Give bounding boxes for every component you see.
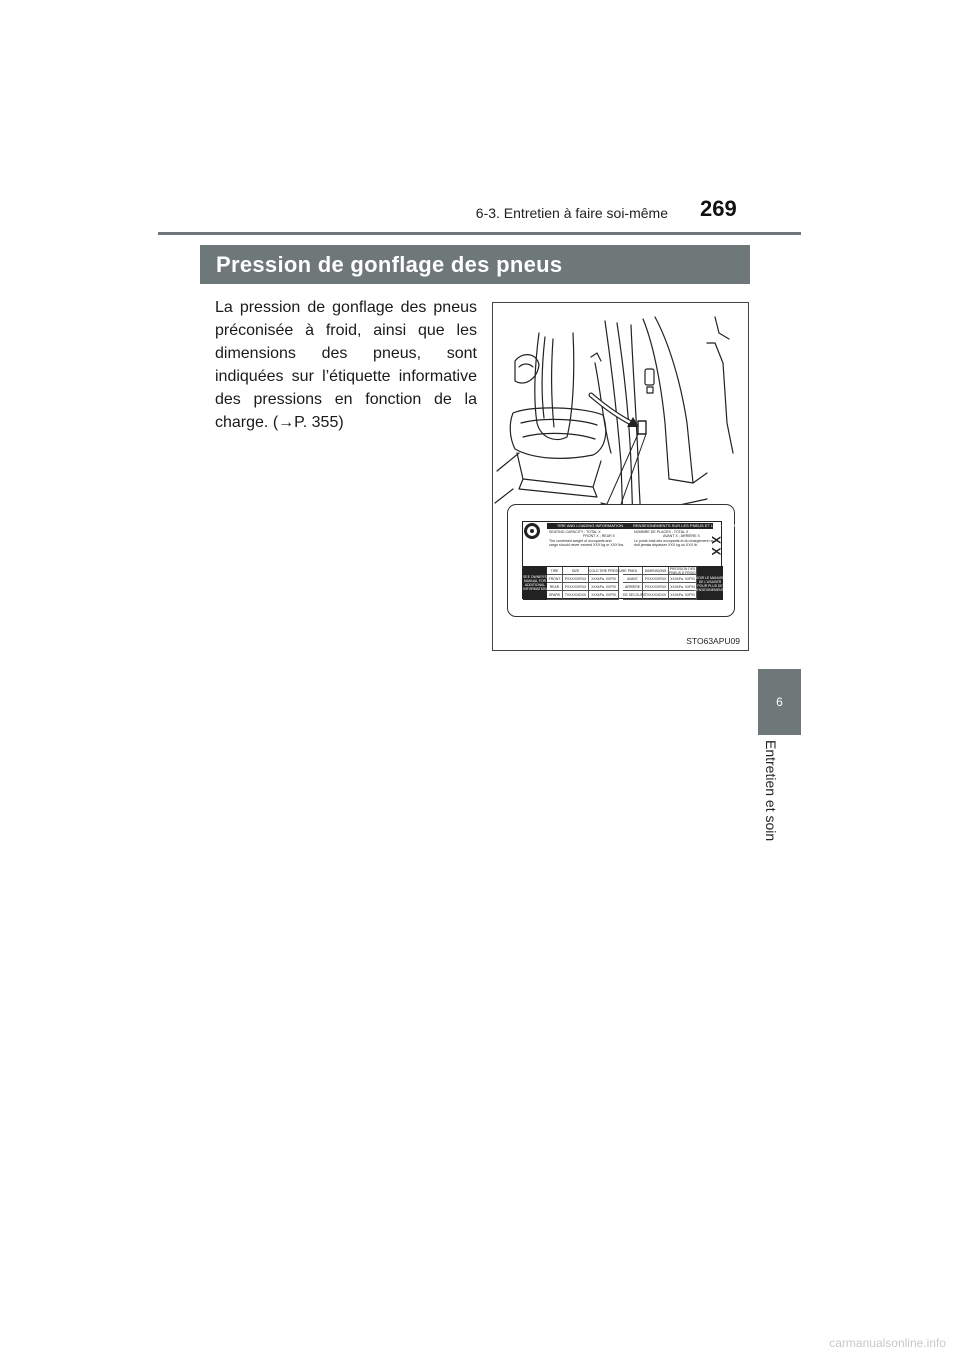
table-cell: PXXX/XXRXX [643, 575, 669, 583]
table-header: PNEU [623, 567, 643, 575]
table-cell: XXXkPa, XXPSI [589, 583, 619, 591]
placard-xx-mark: X X [709, 536, 723, 556]
table-cell: XXXkPa, XXPSI [669, 591, 697, 600]
placard-table [547, 566, 726, 600]
table-cell: XXXkPa, XXPSI [669, 583, 697, 591]
placard-en-line: The combined weight of occupants and [549, 539, 612, 543]
table-cell: PXXX/XXRXX [563, 583, 589, 591]
watermark[interactable]: carmanualsonline.info [829, 1336, 946, 1350]
header-rule [158, 232, 801, 235]
table-cell: DE SECOURS [623, 591, 643, 600]
table-cell: TXXX/XXDXX [643, 591, 669, 600]
table-cell: PXXX/XXRXX [563, 575, 589, 583]
table-header: TIRE [547, 567, 563, 575]
placard-title-fr: RENSEIGNEMENTS SUR LES PNEUS ET LE CHARGEMENT [633, 523, 746, 528]
table-cell: TXXX/XXDXX [563, 591, 589, 600]
chapter-tab[interactable] [758, 669, 801, 735]
placard-fr-line: Le poids total des occupants et du chargement ne [634, 539, 714, 543]
placard-left-note: SEE OWNER'S MANUAL FOR ADDITIONAL INFORMATION [523, 566, 547, 600]
table-header: PRESSION DES PNEUS À FROID [669, 567, 696, 575]
table-cell: XXXkPa, XXPSI [669, 575, 697, 583]
placard-en-line: SEATING CAPACITY : TOTAL X [549, 530, 601, 534]
body-paragraph: La pression de gonflage des pneus préconisée à froid, ainsi que les dimensions des pneus, sont indiquées sur l’étiquette informative des pressions en fonction de la charge. (→P. 355) [215, 299, 477, 431]
table-cell: SPARE [547, 591, 563, 600]
table-cell: XXXkPa, XXPSI [589, 591, 619, 600]
section-title: Pression de gonflage des pneus [200, 245, 750, 284]
table-cell: XXXkPa, XXPSI [589, 575, 619, 583]
placard-title-en: TIRE AND LOADING INFORMATION [547, 523, 633, 529]
table-cell: AVANT [623, 575, 643, 583]
placard-right-note: VOIR LE MANUEL DE L'USAGER POUR PLUS DE RENSEIGNEMENTS [697, 567, 723, 600]
section-header: 6-3. Entretien à faire soi-même [475, 205, 668, 221]
table-header: SIZE [563, 567, 589, 575]
tire-label-figure [492, 302, 749, 651]
table-cell: ARRIÈRE [623, 583, 643, 591]
table-header: DIMENSIONS [643, 567, 669, 575]
table-cell: REAR [547, 583, 563, 591]
tire-placard-callout [507, 504, 746, 617]
wheel-icon [523, 522, 547, 566]
placard-fr-line: NOMBRE DE PLACES : TOTAL X [634, 530, 689, 534]
chapter-label: Entretien et soin [763, 740, 779, 842]
table-header: COLD TIRE PRESSURE [589, 569, 627, 573]
table-cell: PXXX/XXRXX [643, 583, 669, 591]
placard-fr-line: AVANT X ; ARRIÈRE X [663, 534, 700, 538]
page-number: 269 [700, 196, 737, 221]
placard-fr-line: doit jamais dépasser XXX kg ou XXX lb. [634, 543, 698, 547]
table-cell: FRONT [547, 575, 563, 583]
placard-en-line: FRONT X ; REAR X [583, 534, 616, 538]
chapter-number: 6 [776, 695, 783, 709]
tire-placard [522, 521, 746, 599]
figure-code: STO63APU09 [686, 636, 740, 646]
placard-en-line: cargo should never exceed XXX kg or XXX lbs. [549, 543, 625, 547]
